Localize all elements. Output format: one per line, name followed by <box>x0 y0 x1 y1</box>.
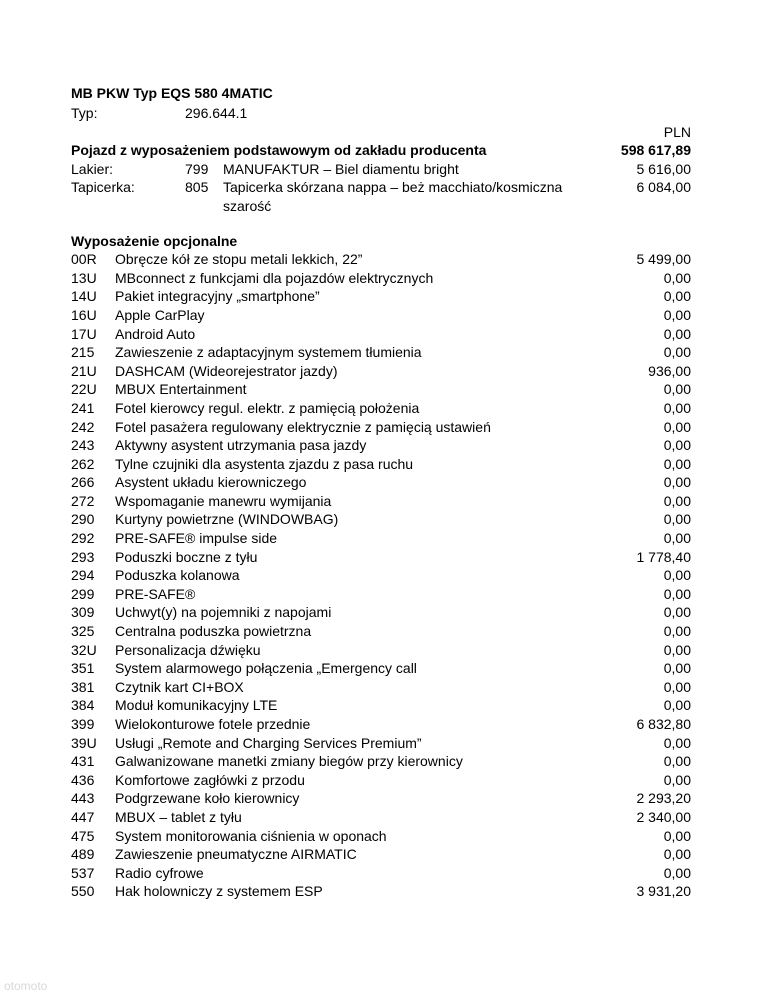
option-row <box>71 752 691 771</box>
option-price: 0,00 <box>663 604 691 621</box>
option-row <box>71 548 691 567</box>
option-code: 21U <box>71 362 97 379</box>
option-code: 381 <box>71 678 95 695</box>
option-desc: Czytnik kart CI+BOX <box>115 678 244 695</box>
option-row <box>71 734 691 753</box>
option-price: 0,00 <box>663 846 691 863</box>
paint-code: 799 <box>185 160 209 177</box>
option-row <box>71 678 691 697</box>
base-label: Pojazd z wyposażeniem podstawowym od zakładu producenta <box>71 142 487 159</box>
type-label: Typ: <box>71 105 98 121</box>
option-row <box>71 864 691 883</box>
option-price: 2 340,00 <box>636 808 691 825</box>
option-desc: Asystent układu kierowniczego <box>115 474 307 491</box>
option-desc: Komfortowe zagłówki z przodu <box>115 771 305 788</box>
option-code: 22U <box>71 381 97 398</box>
upholstery-name-cont: szarość <box>223 197 272 214</box>
option-price: 0,00 <box>663 455 691 472</box>
option-code: 292 <box>71 530 95 547</box>
option-code: 475 <box>71 827 95 844</box>
paint-price: 5 616,00 <box>636 160 691 177</box>
option-price: 0,00 <box>663 678 691 695</box>
option-price: 0,00 <box>663 623 691 640</box>
option-desc: PRE-SAFE® <box>115 585 196 602</box>
price-document <box>71 84 691 901</box>
option-row <box>71 436 691 455</box>
option-code: 294 <box>71 567 95 584</box>
option-desc: MBconnect z funkcjami dla pojazdów elektrycznych <box>115 269 434 286</box>
option-code: 262 <box>71 455 95 472</box>
option-desc: Zawieszenie pneumatyczne AIRMATIC <box>115 846 357 863</box>
option-desc: Radio cyfrowe <box>115 864 204 881</box>
option-row <box>71 566 691 585</box>
option-row <box>71 603 691 622</box>
option-desc: Wielokonturowe fotele przednie <box>115 716 311 732</box>
option-code: 32U <box>71 641 97 658</box>
option-code: 550 <box>71 883 95 900</box>
currency-row <box>71 123 691 142</box>
option-price: 0,00 <box>663 474 691 491</box>
option-code: 290 <box>71 511 95 528</box>
option-desc: Android Auto <box>115 325 196 342</box>
option-desc: Obręcze kół ze stopu metali lekkich, 22” <box>115 251 363 268</box>
option-price: 936,00 <box>648 362 691 379</box>
option-price: 1 778,40 <box>636 548 691 565</box>
option-row <box>71 306 691 325</box>
option-code: 399 <box>71 716 95 732</box>
option-price: 0,00 <box>663 530 691 547</box>
options-section-title: Wyposażenie opcjonalne <box>71 232 238 249</box>
option-price: 0,00 <box>663 753 691 770</box>
option-price: 0,00 <box>663 437 691 454</box>
option-row <box>71 789 691 808</box>
option-code: 243 <box>71 437 95 454</box>
option-desc: MBUX – tablet z tyłu <box>115 808 242 825</box>
option-desc: Zawieszenie z adaptacyjnym systemem tłumienia <box>115 344 422 361</box>
paint-label: Lakier: <box>71 160 114 177</box>
option-price: 0,00 <box>663 381 691 398</box>
option-code: 384 <box>71 697 95 714</box>
option-desc: MBUX Entertainment <box>115 381 247 398</box>
option-code: 351 <box>71 660 95 677</box>
upholstery-label: Tapicerka: <box>71 179 135 196</box>
option-price: 0,00 <box>663 269 691 286</box>
option-code: 266 <box>71 474 95 491</box>
upholstery-code: 805 <box>185 179 209 196</box>
option-desc: Wspomaganie manewru wymijania <box>115 492 332 509</box>
option-price: 0,00 <box>663 567 691 584</box>
base-price: 598 617,89 <box>620 142 691 159</box>
option-row <box>71 250 691 269</box>
upholstery-row <box>71 178 691 197</box>
option-row <box>71 808 691 827</box>
option-code: 431 <box>71 753 95 770</box>
option-price: 0,00 <box>663 864 691 881</box>
upholstery-name: Tapicerka skórzana nappa – beż macchiato/kosmiczna <box>223 179 563 196</box>
option-desc: System monitorowania ciśnienia w oponach <box>115 827 387 844</box>
option-code: 325 <box>71 623 95 640</box>
option-row <box>71 325 691 344</box>
option-row <box>71 380 691 399</box>
option-price: 0,00 <box>663 641 691 658</box>
option-row <box>71 827 691 846</box>
option-desc: DASHCAM (Wideorejestrator jazdy) <box>115 362 338 379</box>
option-code: 242 <box>71 418 95 435</box>
option-price: 3 931,20 <box>636 883 691 900</box>
option-row <box>71 622 691 641</box>
option-desc: Centralna poduszka powietrzna <box>115 623 312 640</box>
option-price: 0,00 <box>663 827 691 844</box>
option-code: 17U <box>71 325 97 342</box>
option-price: 0,00 <box>663 418 691 435</box>
upholstery-price: 6 084,00 <box>636 179 691 196</box>
option-row <box>71 399 691 418</box>
option-price: 0,00 <box>663 306 691 323</box>
option-code: 241 <box>71 399 95 416</box>
option-row <box>71 287 691 306</box>
option-code: 39U <box>71 734 97 751</box>
option-row <box>71 529 691 548</box>
option-desc: Poduszka kolanowa <box>115 567 240 584</box>
option-code: 436 <box>71 771 95 788</box>
option-row <box>71 585 691 604</box>
option-price: 0,00 <box>663 399 691 416</box>
option-row <box>71 696 691 715</box>
option-code: 443 <box>71 790 95 807</box>
option-row <box>71 641 691 660</box>
option-desc: Poduszki boczne z tyłu <box>115 548 258 565</box>
option-code: 537 <box>71 864 95 881</box>
option-price: 5 499,00 <box>636 251 691 268</box>
option-desc: Fotel pasażera regulowany elektrycznie z pamięcią ustawień <box>115 418 491 435</box>
option-row <box>71 510 691 529</box>
option-price: 0,00 <box>663 344 691 361</box>
paint-row <box>71 160 691 179</box>
option-price: 0,00 <box>663 660 691 677</box>
option-row <box>71 343 691 362</box>
option-price: 6 832,80 <box>636 716 691 732</box>
option-price: 0,00 <box>663 697 691 714</box>
option-desc: Fotel kierowcy regul. elektr. z pamięcią położenia <box>115 399 420 416</box>
option-row <box>71 771 691 790</box>
option-desc: Moduł komunikacyjny LTE <box>115 697 278 714</box>
option-price: 0,00 <box>663 288 691 305</box>
option-price: 0,00 <box>663 325 691 342</box>
currency-label: PLN <box>663 123 691 140</box>
option-price: 0,00 <box>663 511 691 528</box>
option-code: 13U <box>71 269 97 286</box>
option-code: 272 <box>71 492 95 509</box>
watermark: otomoto <box>4 979 48 993</box>
option-row <box>71 845 691 864</box>
option-desc: Aktywny asystent utrzymania pasa jazdy <box>115 437 367 454</box>
option-desc: Personalizacja dźwięku <box>115 641 261 658</box>
option-row <box>71 362 691 381</box>
option-code: 489 <box>71 846 95 863</box>
option-row <box>71 715 691 734</box>
option-row <box>71 659 691 678</box>
option-row <box>71 473 691 492</box>
option-price: 0,00 <box>663 492 691 509</box>
option-row <box>71 492 691 511</box>
option-desc: Galwanizowane manetki zmiany biegów przy kierownicy <box>115 753 463 770</box>
option-row <box>71 882 691 901</box>
option-desc: System alarmowego połączenia „Emergency call <box>115 660 417 677</box>
type-row <box>71 104 691 123</box>
option-code: 00R <box>71 251 97 268</box>
option-price: 0,00 <box>663 771 691 788</box>
option-row <box>71 418 691 437</box>
option-price: 2 293,20 <box>636 790 691 807</box>
paint-name: MANUFAKTUR – Biel diamentu bright <box>223 160 459 177</box>
option-desc: Kurtyny powietrzne (WINDOWBAG) <box>115 511 339 528</box>
option-desc: Podgrzewane koło kierownicy <box>115 790 300 807</box>
option-desc: Usługi „Remote and Charging Services Premium” <box>115 734 422 751</box>
option-row <box>71 269 691 288</box>
option-row <box>71 455 691 474</box>
option-code: 447 <box>71 808 95 825</box>
upholstery-row-cont <box>71 197 691 216</box>
option-code: 299 <box>71 585 95 602</box>
option-desc: Hak holowniczy z systemem ESP <box>115 883 323 900</box>
option-code: 16U <box>71 306 97 323</box>
option-desc: PRE-SAFE® impulse side <box>115 530 278 547</box>
option-code: 293 <box>71 548 95 565</box>
option-price: 0,00 <box>663 734 691 751</box>
base-price-row <box>71 141 691 160</box>
option-desc: Uchwyt(y) na pojemniki z napojami <box>115 604 332 621</box>
options-list <box>71 250 691 901</box>
type-value: 296.644.1 <box>185 105 248 121</box>
document-title: MB PKW Typ EQS 580 4MATIC <box>71 85 273 101</box>
option-desc: Tylne czujniki dla asystenta zjazdu z pasa ruchu <box>115 455 414 472</box>
option-desc: Pakiet integracyjny „smartphone” <box>115 288 320 305</box>
option-desc: Apple CarPlay <box>115 306 205 323</box>
option-price: 0,00 <box>663 585 691 602</box>
option-code: 215 <box>71 344 95 361</box>
option-code: 309 <box>71 604 95 621</box>
option-code: 14U <box>71 288 97 305</box>
